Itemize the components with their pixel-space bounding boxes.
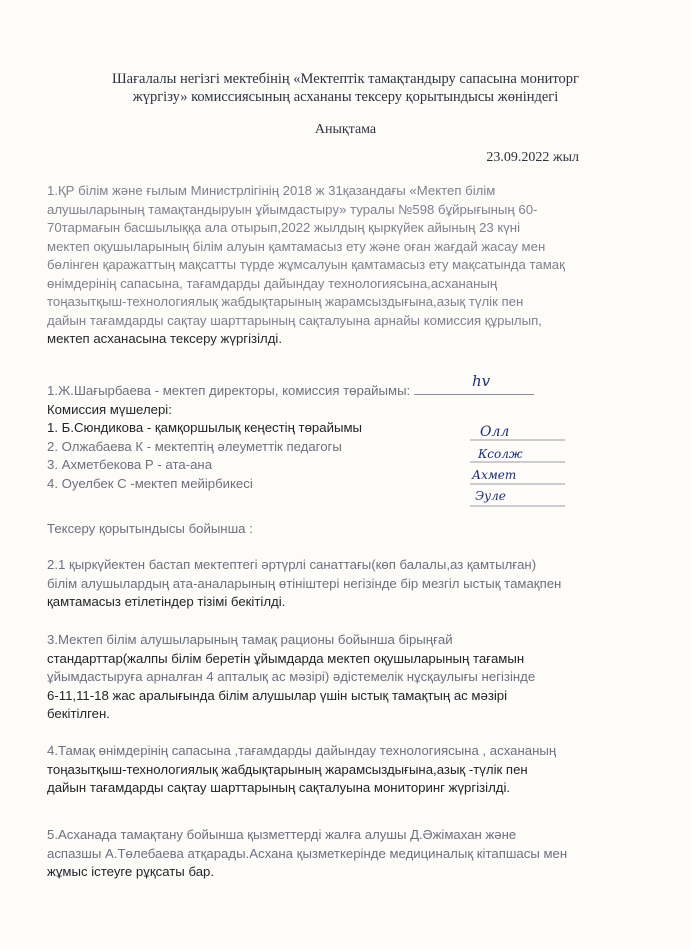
- item-3-line: ұйымдастыруға арналған 4 апталық ас мәзірі) әдістемелік нұсқаулығы негізінде: [47, 669, 536, 684]
- item-3-line: 3.Мектеп білім алушыларының тамақ рационы бойынша бірыңғай: [47, 632, 453, 647]
- title-line-2: жүргізу» комиссиясының асхананы тексеру қорытындысы жөніндегі: [132, 89, 559, 105]
- intro-line: мектеп асханасына тексеру жүргізілді.: [47, 331, 282, 346]
- intro-line: бөлінген қаражаттың мақсатты түрде жұмсалуын қамтамасыз ету мақсатында тамақ: [47, 257, 565, 272]
- intro-paragraph: [47, 182, 622, 349]
- item-3-paragraph: [47, 631, 637, 724]
- results-label: Тексеру қорытындысы бойынша :: [47, 521, 253, 536]
- item-5-line: 5.Асханада тамақтану бойынша қызметтерді жалға алушы Д.Әжімахан және: [47, 827, 517, 842]
- intro-line: тоңазытқыш-технологиялық жабдықтарының жарамсыздығына,азық түлік пен: [47, 294, 524, 309]
- item-5-paragraph: [47, 826, 637, 882]
- signature-member-3: Ахмет: [472, 468, 517, 482]
- signature-member-1: Олл: [480, 424, 510, 440]
- intro-line: 70тармағын басшылыққа ала отырып,2022 жылдың қыркүйек айының 23 күні: [47, 220, 521, 235]
- commission-chair-text: 1.Ж.Шағырбаева - мектеп директоры, комиссия төрайымы:: [47, 383, 411, 398]
- intro-line: дайын тағамдарды сақтау шарттарының сақталуына арнайы комиссия құрылып,: [47, 312, 542, 328]
- item-4-line: дайын тағамдарды сақтау шарттарының сақталуына мониторинг жүргізілді.: [47, 780, 511, 795]
- signature-underlines: [455, 418, 575, 518]
- signature-member-2: Ксолж: [478, 447, 523, 461]
- commission-chair: [47, 382, 647, 401]
- item-3-line: стандарттар(жалпы білім беретін ұйымдарда мектеп оқушыларының тағамын: [47, 650, 525, 666]
- commission-members-label: Комиссия мүшелері:: [47, 401, 172, 417]
- item-3-line: 6-11,11-18 жас аралығында білім алушылар үшін ыстық тамақтың ас мәзірі: [47, 687, 508, 703]
- item-4-line: тоңазытқыш-технологиялық жабдықтарының жарамсыздығына,азық -түлік пен: [47, 761, 528, 777]
- commission-member: 4. Оуелбек С -мектеп мейірбикесі: [47, 475, 253, 491]
- intro-line: алушыларының тамақтандыруын ұйымдастыру» туралы №598 бұйрығының 60-: [47, 201, 538, 217]
- item-5-line: аспазшы А.Төлебаева атқарады.Асхана қызметкерінде медициналық кітапшасы мен: [47, 845, 568, 861]
- intro-line: мектеп оқушыларының білім алуын қамтамасыз ету және оған жағдай жасау мен: [47, 238, 546, 254]
- item-2-line: білім алушылардың ата-аналарының өтініштері негізінде бір мезгіл ыстық тамақпен: [47, 575, 562, 591]
- intro-line: өнімдерінің сапасына, тағамдарды дайындау технологиясына,асхананың: [47, 275, 498, 291]
- intro-line: 1.ҚР білім және ғылым Министрлігінің 2018 ж 31қазандағы «Мектеп білім: [47, 183, 496, 198]
- item-2-line: қамтамасыз етілетіндер тізімі бекітілді.: [47, 594, 286, 609]
- commission-member: 3. Ахметбекова Р - ата-ана: [47, 457, 213, 472]
- item-5-line: жұмыс істеуге рұқсаты бар.: [47, 864, 215, 879]
- item-4-paragraph: [47, 742, 637, 798]
- item-4-line: 4.Тамақ өнімдерінің сапасына ,тағамдарды дайындау технологиясына , асхананың: [47, 743, 557, 758]
- document-subtitle: Анықтама: [314, 122, 377, 137]
- signature-member-4: Эуле: [475, 489, 506, 503]
- item-2-line: 2.1 қыркүйектен бастап мектептегі әртүрлі санаттағы(көп балалы,аз қамтылған): [47, 557, 537, 572]
- commission-member: 2. Олжабаева К - мектептің әлеуметтік педагогы: [47, 438, 342, 454]
- document-title: [40, 70, 651, 106]
- document-date: 23.09.2022 жыл: [486, 150, 579, 165]
- item-3-line: бекітілген.: [47, 706, 110, 721]
- signature-chair: hv: [472, 372, 491, 390]
- commission-member: 1. Б.Сюндикова - қамқоршылық кеңестің төрайымы: [47, 420, 362, 435]
- title-line-1: Шағалалы негізгі мектебінің «Мектептік тамақтандыру сапасына мониторг: [112, 71, 579, 87]
- item-2-paragraph: [47, 556, 637, 612]
